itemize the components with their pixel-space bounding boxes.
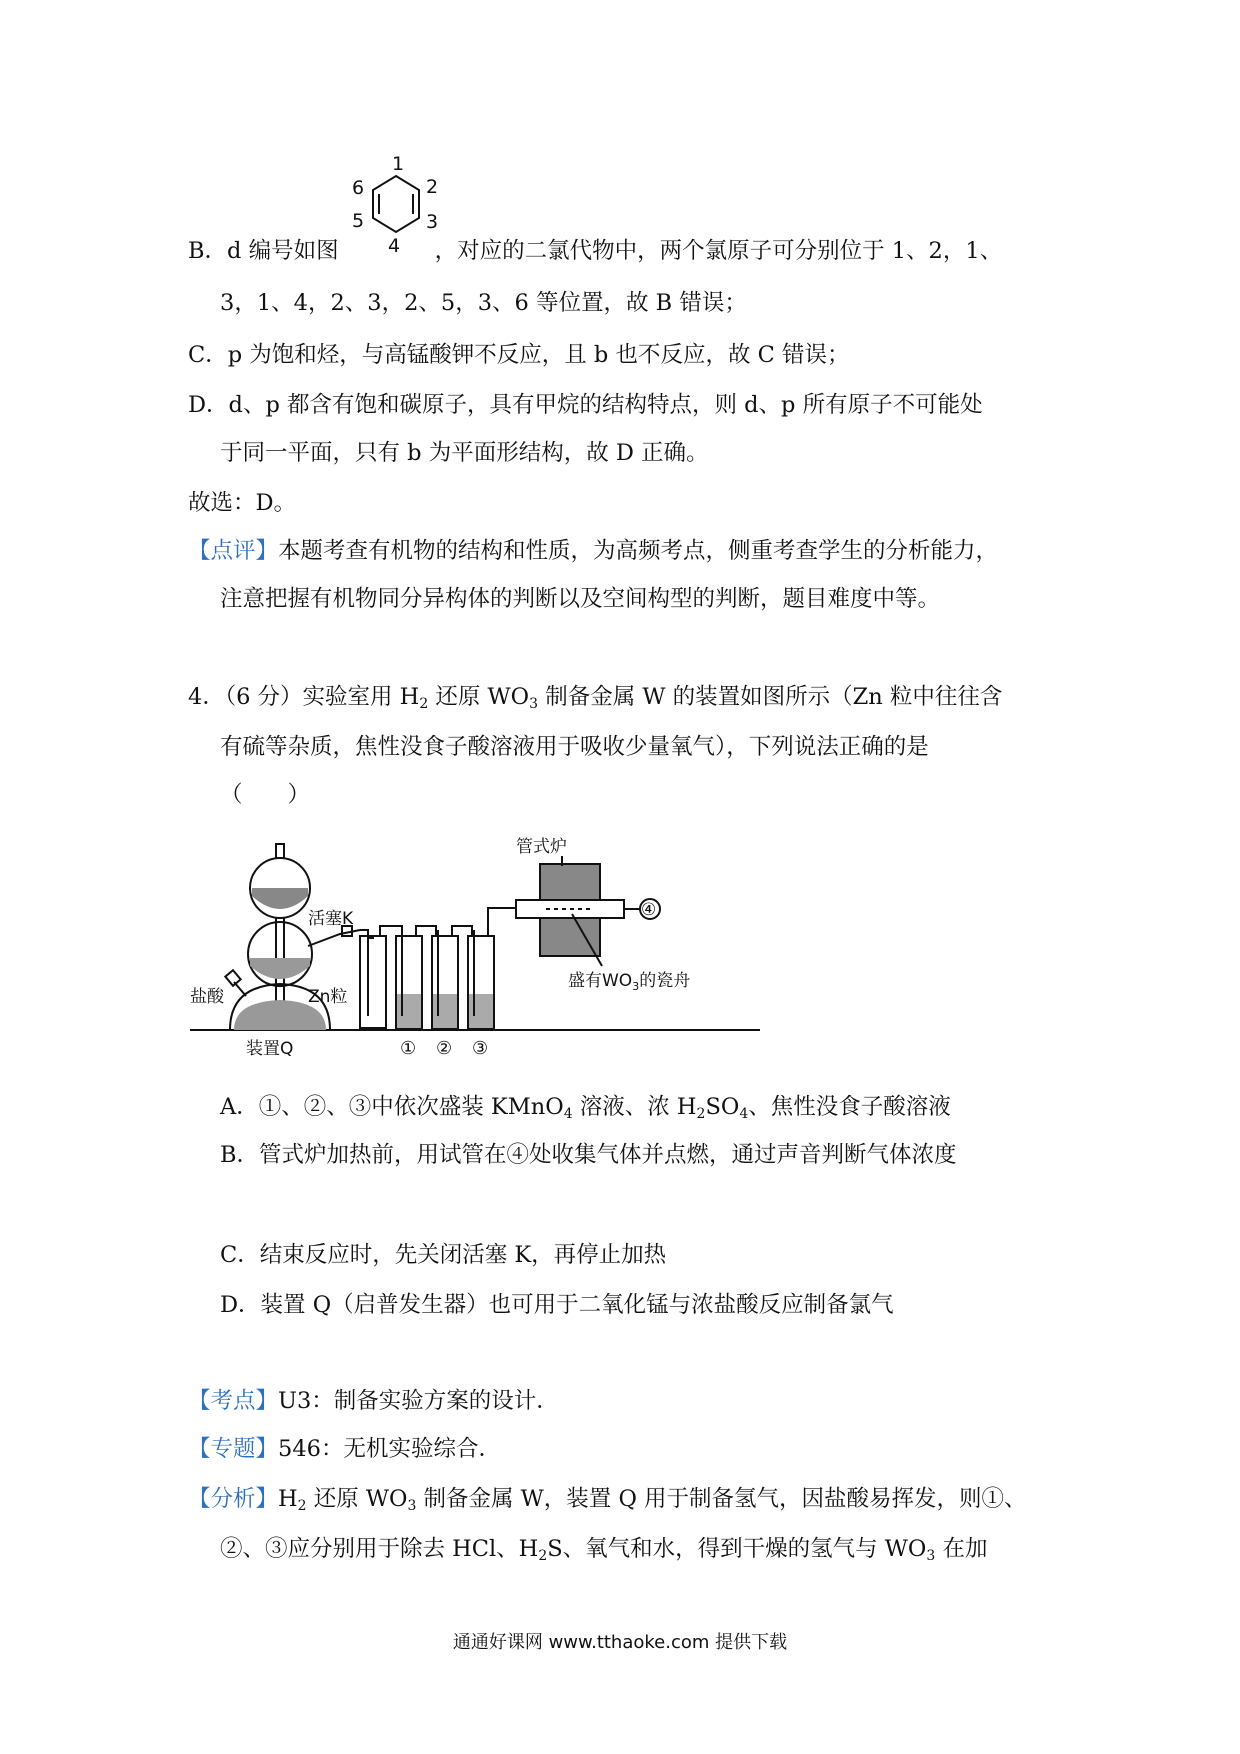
benzene-ring-figure — [348, 156, 448, 266]
answer: 故选：D。 — [188, 490, 297, 516]
fenxi-tag: 【分析】 — [188, 1486, 279, 1512]
q4-stem-line2: 有硫等杂质，焦性没食子酸溶液用于吸收少量氧气），下列说法正确的是 — [220, 734, 929, 760]
option-c: C．p 为饱和烃，与高锰酸钾不反应，且 b 也不反应，故 C 错误； — [188, 342, 850, 368]
label-acid: 盐酸 — [190, 987, 224, 1007]
label-device-q: 装置Q — [246, 1039, 294, 1059]
q4-option-b: B．管式炉加热前，用试管在④处收集气体并点燃，通过声音判断气体浓度 — [220, 1142, 957, 1168]
ring-label-3: 3 — [426, 211, 439, 233]
label-boat: 盛有$WO_3$的瓷舟 — [568, 971, 691, 993]
ring-label-2: 2 — [426, 176, 439, 198]
zhuanti-line: 【专题】546：无机实验综合． — [188, 1436, 501, 1462]
ring-label-5: 5 — [352, 210, 365, 232]
q4-option-a: A．①、②、③中依次盛装 KMnO$_4$ 溶液、浓 $H_2SO_4$、焦性没食子酸溶液 — [220, 1094, 951, 1122]
option-d-line1: D．d、p 都含有饱和碳原子，具有甲烷的结构特点，则 d、p 所有原子不可能处 — [188, 392, 983, 418]
apparatus-figure — [190, 826, 770, 1066]
option-b-line1: B．d 编号如图 ，对应的二氯代物中，两个氯原子可分别位于 1、2，1、 — [188, 238, 1003, 264]
q4-option-c: C．结束反应时，先关闭活塞 K，再停止加热 — [220, 1242, 667, 1268]
comment-line1: 【点评】本题考查有机物的结构和性质，为高频考点，侧重考查学生的分析能力， — [188, 538, 999, 564]
q4-stem-line1: 4．（6 分）实验室用 $H_2$ 还原 $WO_3$ 制备金属 W 的装置如图所示（Zn 粒中往往含 — [188, 684, 1003, 712]
zhuanti-tag: 【专题】 — [188, 1436, 279, 1462]
comment-tag: 【点评】 — [188, 538, 279, 564]
label-valve: 活塞K — [308, 909, 354, 929]
fenxi-line1: 【分析】$H_2$ 还原 $WO_3$ 制备金属 W，装置 Q 用于制备氢气，因盐酸易挥发，则①、 — [188, 1486, 1027, 1514]
label-bottle-1: ① — [400, 1038, 417, 1059]
ring-label-1: 1 — [392, 156, 405, 175]
kaodian-line: 【考点】U3：制备实验方案的设计． — [188, 1388, 559, 1414]
q4-option-d: D．装置 Q（启普发生器）也可用于二氧化锰与浓盐酸反应制备氯气 — [220, 1292, 894, 1318]
ring-label-4: 4 — [388, 235, 401, 257]
label-bottle-3: ③ — [472, 1038, 489, 1059]
label-furnace: 管式炉 — [516, 837, 567, 857]
page-footer: 通通好课网 www.tthaoke.com 提供下载 — [452, 1632, 788, 1653]
option-b-line2: 3，1、4，2、3，2、5，3、6 等位置，故 B 错误； — [220, 290, 747, 316]
option-d-line2: 于同一平面，只有 b 为平面形结构，故 D 正确。 — [220, 440, 709, 466]
fenxi-line2: ②、③应分别用于除去 HCl、$H_2S$、氧气和水，得到干燥的氢气与 $WO_3$ 在加 — [220, 1536, 988, 1564]
ring-label-6: 6 — [352, 177, 365, 199]
q4-stem-line3: （ ） — [220, 782, 311, 808]
comment-line2: 注意把握有机物同分异构体的判断以及空间构型的判断，题目难度中等。 — [220, 586, 941, 612]
label-outlet-4: ④ — [641, 900, 657, 920]
kaodian-tag: 【考点】 — [188, 1388, 279, 1414]
label-zn: Zn粒 — [308, 987, 348, 1007]
label-bottle-2: ② — [436, 1038, 453, 1059]
